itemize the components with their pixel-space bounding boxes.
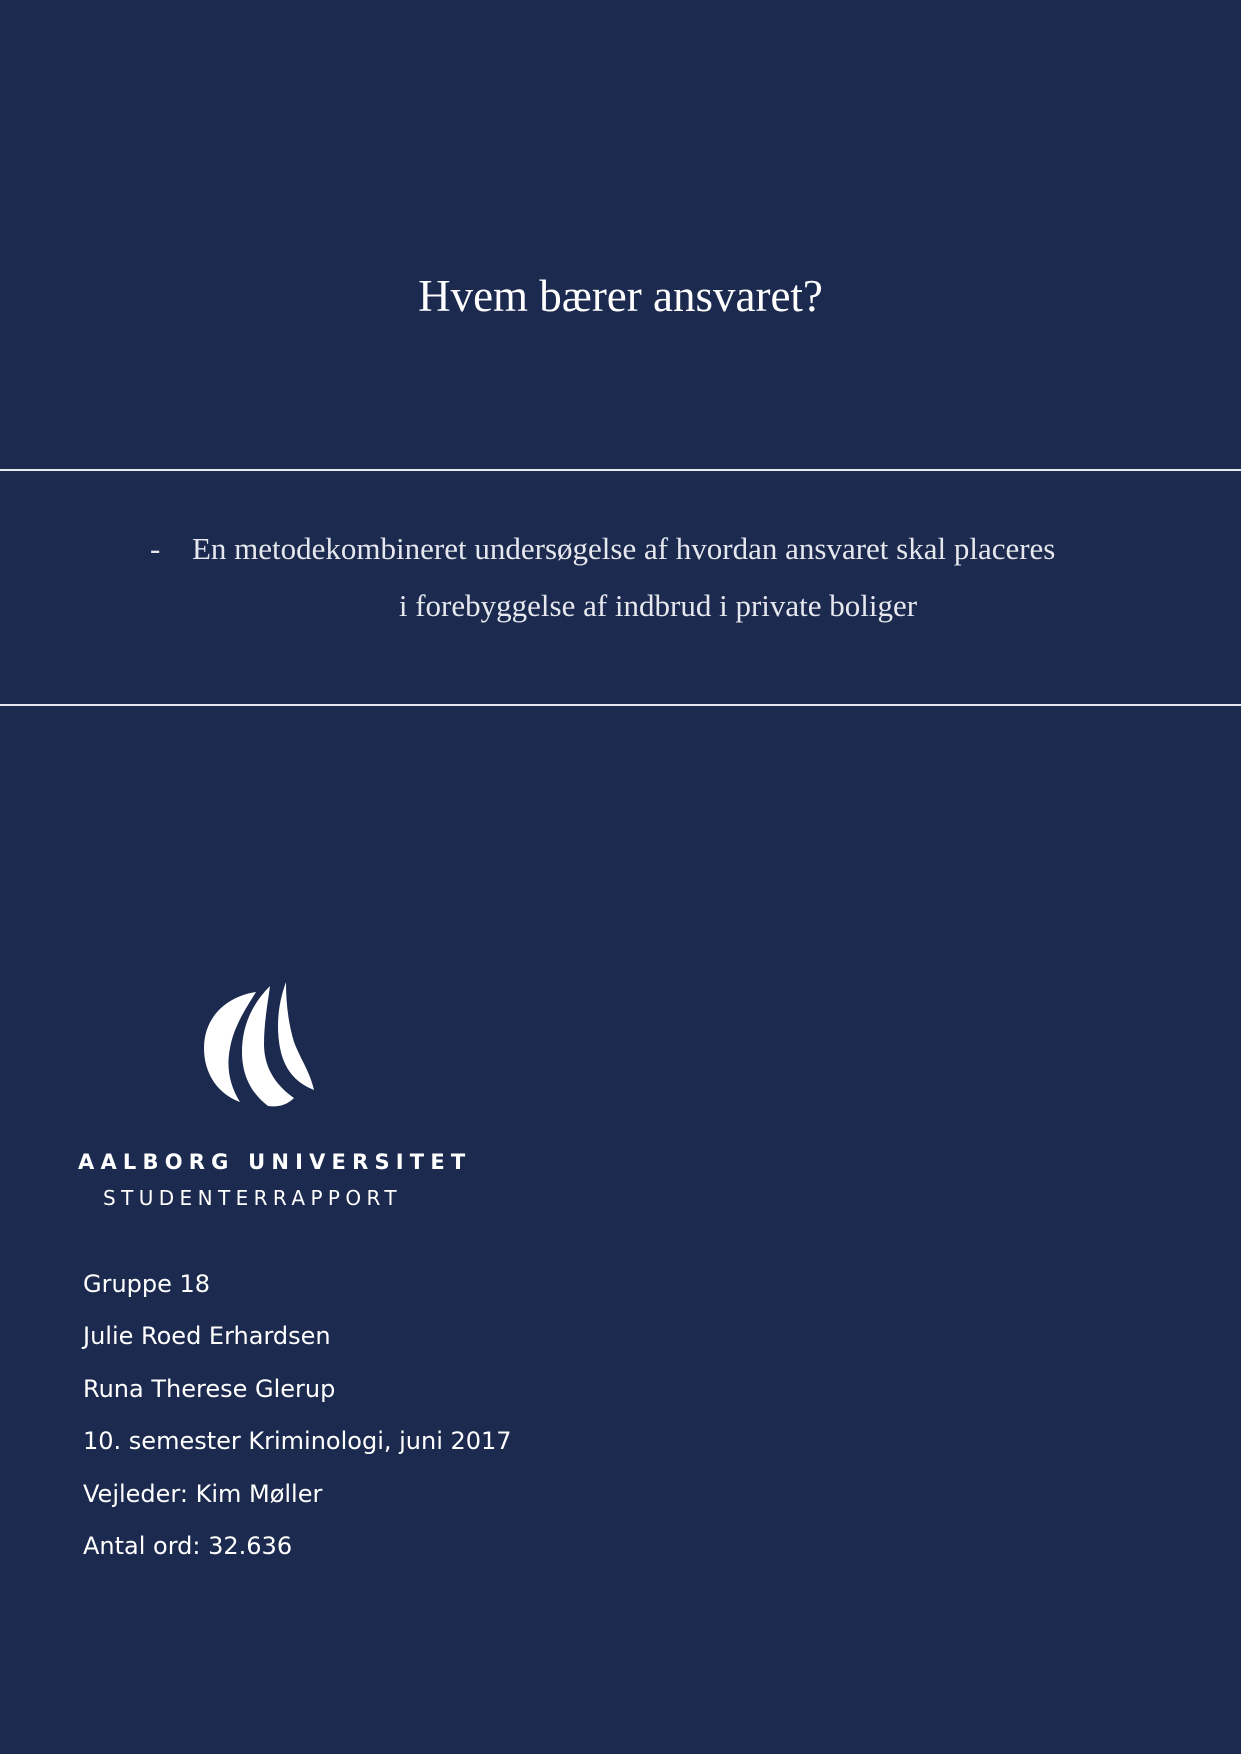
- info-group: Gruppe 18: [83, 1270, 211, 1298]
- university-name: AALBORG UNIVERSITET: [78, 1150, 472, 1174]
- subtitle-line-1: [150, 523, 1055, 575]
- info-word-count: Antal ord: 32.636: [83, 1531, 293, 1560]
- info-supervisor: Vejleder: Kim Møller: [83, 1479, 323, 1508]
- divider-top: [0, 469, 1241, 471]
- report-info: [83, 1258, 512, 1572]
- info-semester: 10. semester Kriminologi, juni 2017: [83, 1427, 512, 1456]
- university-logo-mark-icon: [190, 982, 320, 1110]
- report-type: STUDENTERRAPPORT: [103, 1186, 402, 1210]
- divider-bottom: [0, 704, 1241, 706]
- subtitle-line-2: i forebyggelse af indbrud i private boliger: [398, 588, 918, 623]
- info-author-2: Runa Therese Glerup: [83, 1374, 336, 1403]
- info-author-1: Julie Roed Erhardsen: [83, 1322, 331, 1351]
- subtitle-line-1-text: En metodekombineret undersøgelse af hvordan ansvaret skal placeres: [192, 531, 1056, 566]
- subtitle-dash: -: [150, 531, 161, 566]
- page-title: Hvem bærer ansvaret?: [418, 271, 823, 321]
